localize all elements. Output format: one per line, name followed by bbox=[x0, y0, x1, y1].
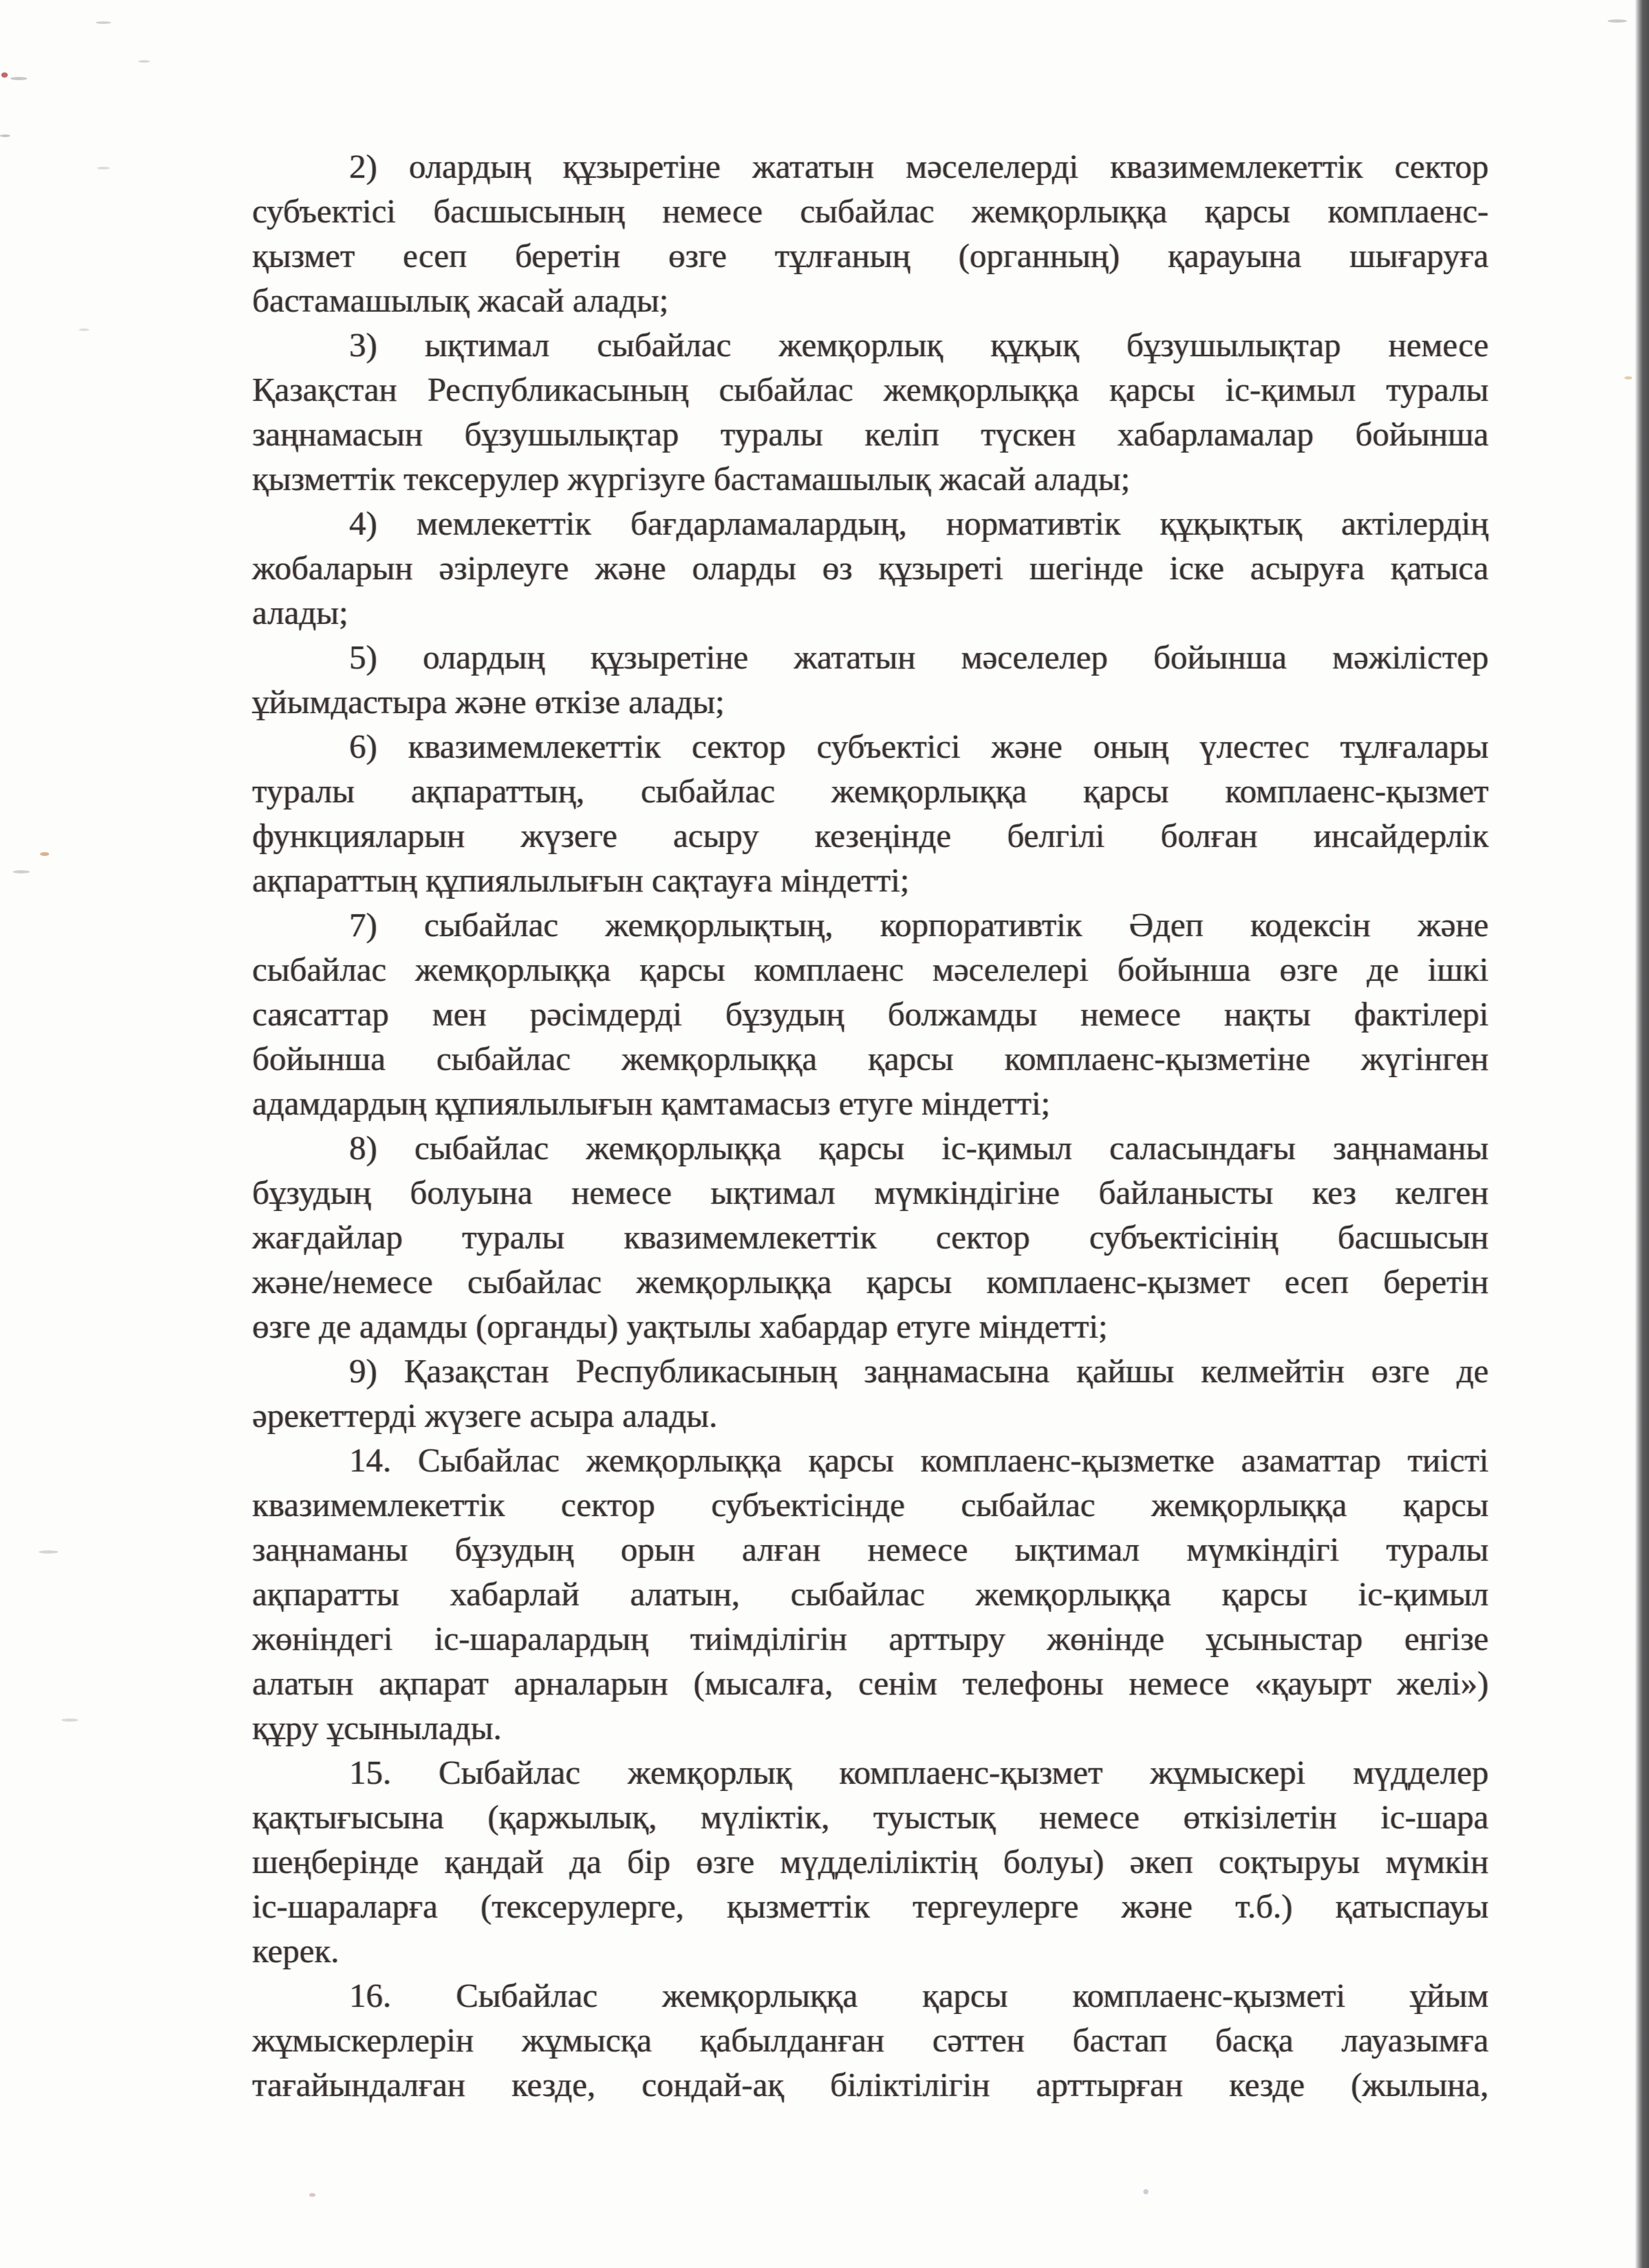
scan-speck bbox=[10, 77, 27, 80]
text-line: саясаттар мен рәсімдерді бұзудың болжамды немесе нақты фактілері bbox=[252, 996, 1489, 1033]
text-line: функцияларын жүзеге асыру кезеңінде белгілі болған инсайдерлік bbox=[252, 818, 1489, 855]
scan-speck bbox=[13, 870, 30, 873]
text-line: бойынша сыбайлас жемқорлыққа қарсы комплаенс-қызметіне жүгінген bbox=[252, 1041, 1489, 1078]
text-line: әрекеттерді жүзеге асыра алады. bbox=[252, 1398, 718, 1435]
scan-speck bbox=[1, 72, 8, 78]
paragraph-8 bbox=[252, 1126, 1489, 1349]
text-line: алады; bbox=[252, 595, 349, 632]
scan-speck bbox=[97, 167, 110, 169]
text-line: қақтығысына (қаржылық, мүліктік, туыстық немесе өткізілетін іс-шара bbox=[252, 1799, 1489, 1836]
text-line: жөніндегі іс-шаралардың тиімділігін арттыру жөнінде ұсыныстар енгізе bbox=[252, 1621, 1489, 1658]
text-line: жобаларын әзірлеуге және оларды өз құзыреті шегінде іске асыруға қатыса bbox=[252, 550, 1489, 587]
text-line: 15. Сыбайлас жемқорлық комплаенс-қызмет жұмыскері мүдделер bbox=[349, 1755, 1489, 1792]
paragraph-2 bbox=[252, 145, 1489, 323]
text-line: 2) олардың құзыретіне жататын мәселелерді квазимемлекеттік сектор bbox=[349, 149, 1489, 186]
text-line: 16. Сыбайлас жемқорлыққа қарсы комплаенс-қызметі ұйым bbox=[349, 1978, 1489, 2015]
paragraph-4 bbox=[252, 502, 1489, 636]
text-line: Қазақстан Республикасының сыбайлас жемқорлыққа қарсы іс-қимыл туралы bbox=[252, 372, 1489, 409]
text-line: және/немесе сыбайлас жемқорлыққа қарсы комплаенс-қызмет есеп беретін bbox=[252, 1264, 1489, 1301]
text-line: жағдайлар туралы квазимемлекеттік сектор субъектісінің басшысын bbox=[252, 1219, 1489, 1256]
text-line: құру ұсынылады. bbox=[252, 1710, 502, 1747]
scan-speck bbox=[39, 1550, 58, 1554]
paragraph-15 bbox=[252, 1751, 1489, 1974]
paragraph-16 bbox=[252, 1974, 1489, 2108]
text-line: ұйымдастыра және өткізе алады; bbox=[252, 684, 725, 721]
paragraph-9 bbox=[252, 1349, 1489, 1439]
text-line: заңнамасын бұзушылықтар туралы келіп түскен хабарламалар бойынша bbox=[252, 416, 1489, 453]
text-line: 7) сыбайлас жемқорлықтың, корпоративтік Әдеп кодексін және bbox=[349, 907, 1489, 944]
scan-speck bbox=[40, 852, 49, 856]
text-line: 14. Сыбайлас жемқорлыққа қарсы комплаенс-қызметке азаматтар тиісті bbox=[349, 1442, 1489, 1479]
text-line: керек. bbox=[252, 1933, 339, 1970]
paragraph-14 bbox=[252, 1439, 1489, 1751]
text-line: өзге де адамды (органды) уақтылы хабардар етуге міндетті; bbox=[252, 1309, 1108, 1345]
scan-speck bbox=[1143, 2189, 1148, 2194]
text-line: бұзудың болуына немесе ықтимал мүмкіндігіне байланысты кез келген bbox=[252, 1175, 1489, 1212]
text-line: 9) Қазақстан Республикасының заңнамасына қайшы келмейтін өзге де bbox=[349, 1353, 1489, 1390]
scan-speck bbox=[96, 21, 111, 24]
text-line: квазимемлекеттік сектор субъектісінде сыбайлас жемқорлыққа қарсы bbox=[252, 1487, 1489, 1524]
scan-speck bbox=[309, 2193, 316, 2197]
text-line: 5) олардың құзыретіне жататын мәселелер бойынша мәжілістер bbox=[349, 639, 1489, 676]
document-body bbox=[252, 145, 1489, 2108]
scan-speck bbox=[1608, 19, 1627, 23]
text-line: 8) сыбайлас жемқорлыққа қарсы іс-қимыл саласындағы заңнаманы bbox=[349, 1130, 1489, 1167]
scan-speck bbox=[79, 328, 89, 331]
text-line: сыбайлас жемқорлыққа қарсы комплаенс мәселелері бойынша өзге де ішкі bbox=[252, 952, 1489, 989]
text-line: алатын ақпарат арналарын (мысалға, сенім телефоны немесе «қауырт желі») bbox=[252, 1665, 1489, 1702]
text-line: қызмет есеп беретін өзге тұлғаның (органның) қарауына шығаруға bbox=[252, 238, 1489, 275]
text-line: ақпаратты хабарлай алатын, сыбайлас жемқорлыққа қарсы іс-қимыл bbox=[252, 1576, 1489, 1613]
paragraph-7 bbox=[252, 903, 1489, 1126]
text-line: 4) мемлекеттік бағдарламалардың, нормативтік құқықтық актілердің bbox=[349, 506, 1489, 542]
scan-speck bbox=[0, 134, 10, 137]
text-line: бастамашылық жасай алады; bbox=[252, 283, 669, 319]
text-line: шеңберінде қандай да бір өзге мүдделіліктің болуы) әкеп соқтыруы мүмкін bbox=[252, 1844, 1489, 1881]
text-line: тағайындалған кезде, сондай-ақ біліктілігін арттырған кезде (жылына, bbox=[252, 2067, 1489, 2104]
scanner-edge-shadow bbox=[1635, 0, 1649, 2268]
text-line: туралы ақпараттың, сыбайлас жемқорлыққа қарсы комплаенс-қызмет bbox=[252, 773, 1489, 810]
paragraph-6 bbox=[252, 725, 1489, 903]
text-line: заңнаманы бұзудың орын алған немесе ықтимал мүмкіндігі туралы bbox=[252, 1532, 1489, 1568]
text-line: қызметтік тексерулер жүргізуге бастамашылық жасай алады; bbox=[252, 461, 1130, 498]
scan-speck bbox=[138, 60, 150, 63]
text-line: 3) ықтимал сыбайлас жемқорлық құқық бұзушылықтар немесе bbox=[349, 327, 1489, 364]
scan-speck bbox=[1624, 376, 1632, 380]
text-line: ақпараттың құпиялылығын сақтауға міндетті; bbox=[252, 862, 910, 899]
text-line: жұмыскерлерін жұмысқа қабылданған сәттен бастап басқа лауазымға bbox=[252, 2022, 1489, 2059]
text-line: субъектісі басшысының немесе сыбайлас жемқорлыққа қарсы комплаенс- bbox=[252, 193, 1489, 230]
paragraph-5 bbox=[252, 636, 1489, 725]
scan-speck bbox=[61, 1718, 78, 1722]
text-line: іс-шараларға (тексерулерге, қызметтік тергеулерге және т.б.) қатыспауы bbox=[252, 1888, 1489, 1925]
text-line: 6) квазимемлекеттік сектор субъектісі және оның үлестес тұлғалары bbox=[349, 729, 1489, 765]
text-line: адамдардың құпиялылығын қамтамасыз етуге міндетті; bbox=[252, 1086, 1051, 1122]
paragraph-3 bbox=[252, 323, 1489, 502]
